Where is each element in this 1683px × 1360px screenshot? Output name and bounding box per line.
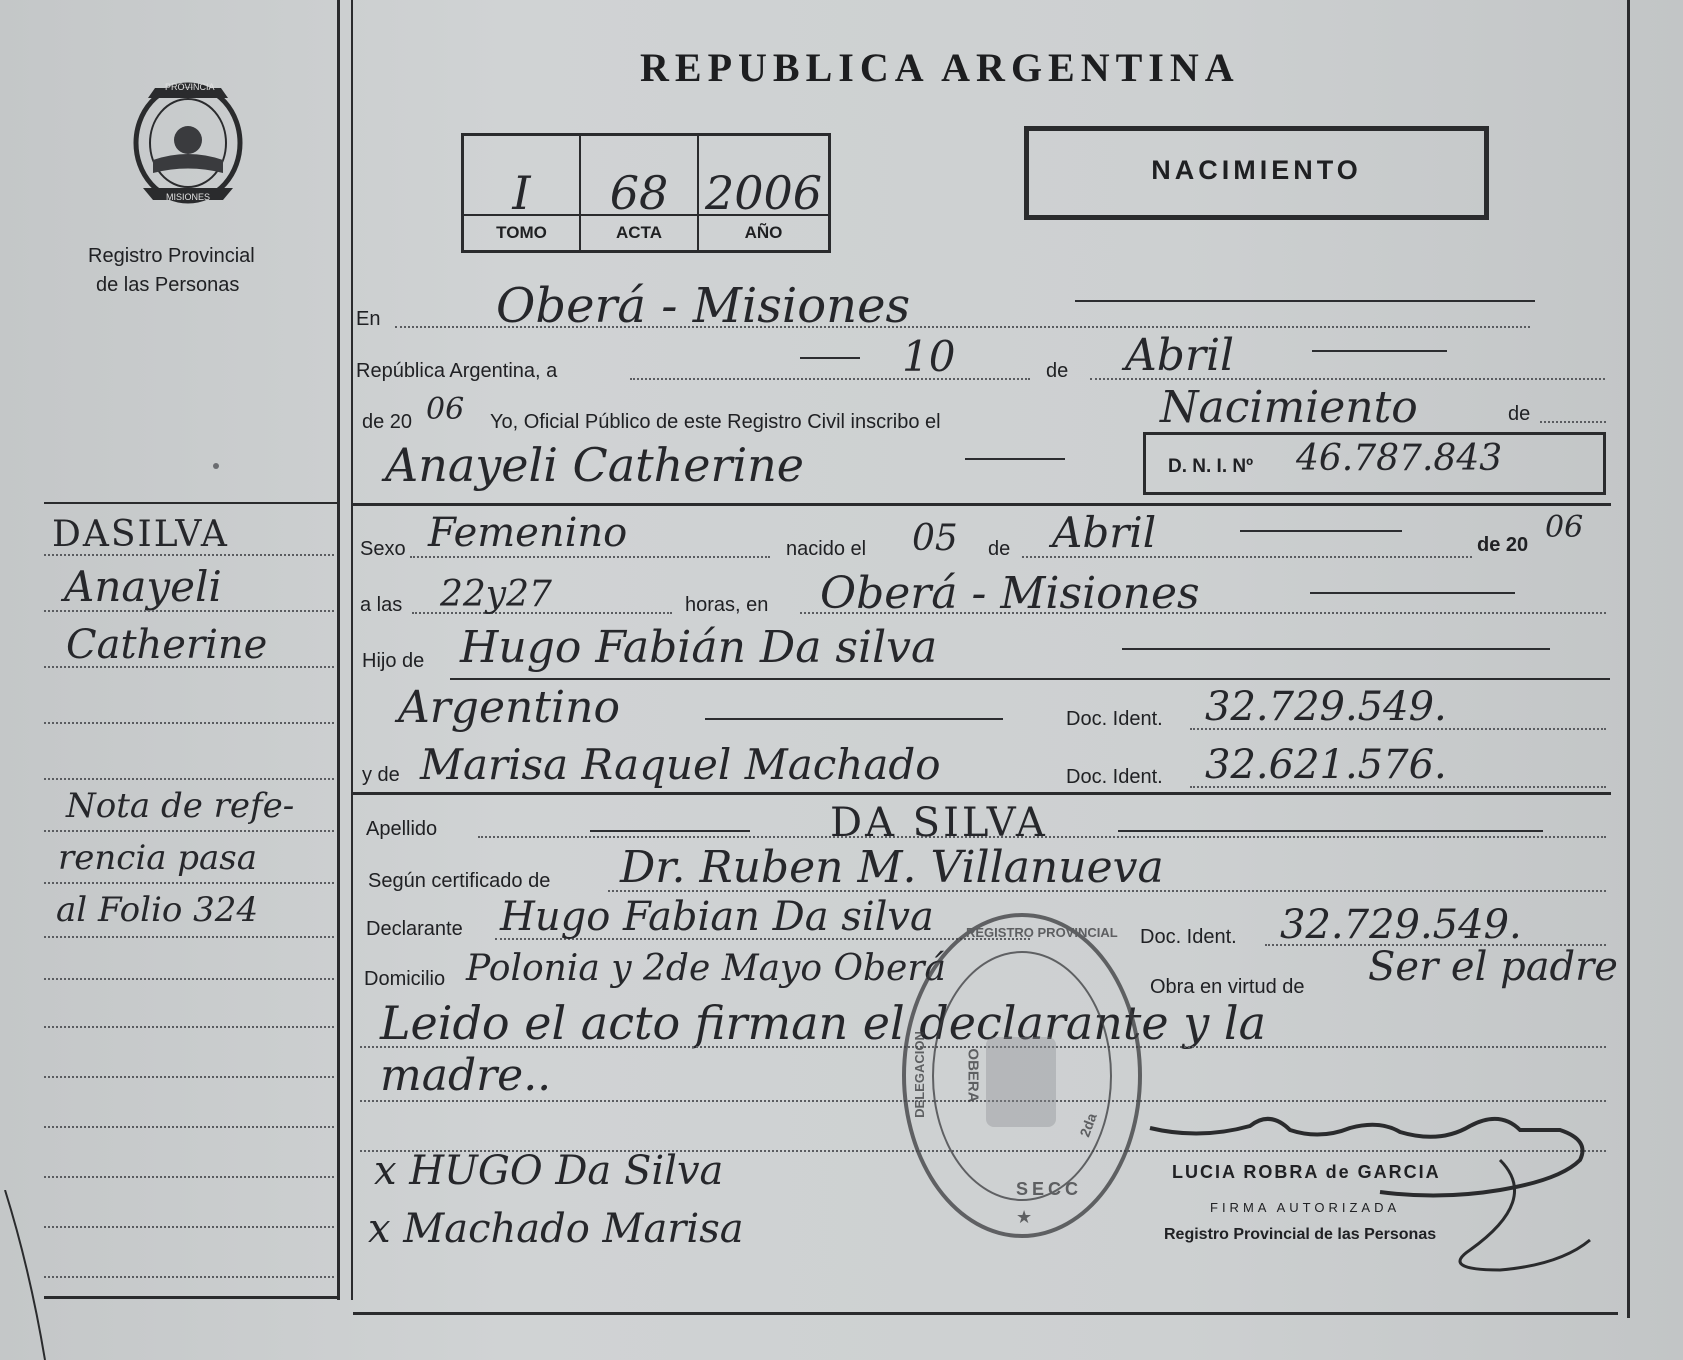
y-de-label: y de (362, 764, 400, 786)
dia-value: 10 (902, 332, 956, 381)
fecha-dotted-line (630, 378, 1030, 380)
acta-cell (581, 136, 699, 250)
apellido-dash-right (1118, 830, 1543, 832)
sexo-value: Femenino (428, 510, 628, 556)
margin-dotted-1 (44, 554, 334, 556)
acta-label: ACTA (581, 214, 697, 250)
padre-nac-dash (705, 718, 1003, 720)
form-inner-border (351, 0, 353, 1300)
sexo-dotted-line (410, 556, 770, 558)
margin-nota-1: Nota de refe- (66, 786, 295, 826)
padre-underline (450, 678, 1610, 680)
section-separator-1 (353, 503, 1611, 506)
emblem-top-text: PROVINCIA (165, 82, 215, 92)
anio-value: 06 (426, 392, 465, 427)
dni-label: D. N. I. Nº (1168, 456, 1254, 477)
apellido-value: DA SILVA (830, 800, 1048, 846)
margin-apellido: DASILVA (52, 514, 229, 555)
nombre-dash (965, 458, 1065, 460)
dni-box (1143, 432, 1606, 495)
nota-line2: madre.. (380, 1050, 552, 1101)
fecha-dash (800, 357, 860, 359)
padre-dash (1122, 648, 1550, 650)
en-value: Oberá - Misiones (496, 278, 911, 334)
anio-prefix: de 20 (362, 411, 413, 433)
acto-dotted-line (1540, 421, 1606, 423)
a-las-label: a las (360, 594, 403, 616)
firma-madre: x Machado Marisa (368, 1206, 744, 1252)
seal-center-2: SECC (1016, 1179, 1083, 1199)
lugar-dash (1310, 592, 1515, 594)
certificado-value: Dr. Ruben M. Villanueva (620, 842, 1164, 893)
obra-label: Obra en virtud de (1150, 976, 1305, 998)
declarante-label: Declarante (366, 918, 463, 940)
seal-left-text: DELEGACION (911, 1031, 927, 1118)
margin-dotted-15 (44, 1276, 334, 1278)
horas-en-label: horas, en (685, 594, 769, 616)
nac-mes-dash (1240, 530, 1402, 532)
margin-nombre-1: Anayeli (64, 562, 222, 611)
tomo-cell (464, 136, 581, 250)
form-bottom-line (353, 1312, 1618, 1315)
nota-line1: Leido el acto firman el declarante y la (380, 996, 1266, 1050)
decorative-dot (213, 463, 219, 469)
seal-center-1: OBERA (964, 1048, 982, 1103)
seal-center-3: 2da (1076, 1110, 1100, 1140)
madre-value: Marisa Raquel Machado (420, 740, 941, 789)
margin-nombre-2: Catherine (66, 622, 268, 668)
mes-dash (1312, 350, 1447, 352)
nombre-value: Anayeli Catherine (385, 438, 805, 492)
record-type-box: NACIMIENTO (1024, 126, 1489, 220)
right-border (1627, 0, 1630, 1318)
emblem-bottom-text: MISIONES (166, 192, 211, 202)
margin-bottom-line (44, 1296, 337, 1299)
ano-cell (699, 136, 828, 250)
margin-dotted-14 (44, 1226, 334, 1228)
oficial-text: Yo, Oficial Público de este Registro Civil inscribo el (490, 411, 941, 433)
country-title: REPUBLICA ARGENTINA (640, 45, 1240, 90)
margin-dotted-9 (44, 978, 334, 980)
dni-value: 46.787.843 (1296, 438, 1503, 479)
de-label: de (1046, 360, 1069, 382)
en-label: En (356, 308, 381, 330)
de2-label: de (1508, 403, 1531, 425)
apellido-dash-left (590, 830, 750, 832)
en-dash (1075, 300, 1535, 302)
oficial-nombre: LUCIA ROBRA de GARCIA (1172, 1162, 1441, 1182)
left-column-border (337, 0, 340, 1300)
margin-dotted-7 (44, 882, 334, 884)
margin-dotted-5 (44, 778, 334, 780)
nac-mes-value: Abril (1052, 508, 1157, 557)
margin-dotted-8 (44, 936, 334, 938)
nac-anio-value: 06 (1545, 510, 1584, 545)
margin-top-line (44, 502, 337, 504)
domicilio-label: Domicilio (364, 968, 446, 990)
tomo-label: TOMO (464, 214, 579, 250)
page-curl-edge (0, 1190, 60, 1360)
obra-value: Ser el padre (1368, 944, 1618, 990)
doc-label-3: Doc. Ident. (1140, 926, 1237, 948)
oficial-registro: Registro Provincial de las Personas (1164, 1226, 1437, 1243)
hijo-label: Hijo de (362, 650, 425, 672)
padre-doc-value: 32.729.549. (1205, 684, 1447, 730)
registry-name-line1: Registro Provincial (88, 245, 255, 267)
section-separator-2 (353, 792, 1611, 795)
provincial-emblem-icon (123, 78, 253, 208)
hora-value: 22y27 (440, 574, 552, 615)
acta-value: 68 (609, 166, 669, 220)
margin-dotted-6 (44, 830, 334, 832)
margin-nota-3: al Folio 324 (56, 890, 259, 930)
doc-label-2: Doc. Ident. (1066, 766, 1163, 788)
nac-anio-prefix: de 20 (1477, 534, 1529, 556)
margin-nota-2: rencia pasa (58, 838, 258, 878)
certificado-label: Según certificado de (368, 870, 551, 892)
fecha-label: República Argentina, a (356, 360, 558, 382)
margin-dotted-2 (44, 610, 334, 612)
ano-label: AÑO (699, 214, 828, 250)
nacido-label: nacido el (786, 538, 867, 560)
ano-value: 2006 (704, 166, 823, 220)
nac-dia-value: 05 (912, 518, 958, 559)
lugar-value: Oberá - Misiones (820, 568, 1200, 619)
registry-name-line2: de las Personas (96, 274, 240, 296)
padre-nac-value: Argentino (398, 682, 620, 733)
seal-crest-icon (986, 1037, 1056, 1127)
margin-dotted-11 (44, 1076, 334, 1078)
madre-doc-value: 32.621.576. (1205, 742, 1447, 788)
official-seal (902, 913, 1142, 1238)
registration-box (461, 133, 831, 253)
margin-dotted-3 (44, 666, 334, 668)
seal-star-icon: ★ (1016, 1207, 1033, 1227)
margin-dotted-4 (44, 722, 334, 724)
margin-dotted-12 (44, 1126, 334, 1128)
domicilio-value: Polonia y 2de Mayo Oberá (466, 948, 947, 989)
nac-de-label: de (988, 538, 1011, 560)
declarante-value: Hugo Fabian Da silva (500, 894, 934, 940)
apellido-label: Apellido (366, 818, 438, 840)
margin-dotted-13 (44, 1176, 334, 1178)
oficial-cargo: FIRMA AUTORIZADA (1210, 1200, 1401, 1215)
doc-label-1: Doc. Ident. (1066, 708, 1163, 730)
margin-dotted-10 (44, 1026, 334, 1028)
mes-value: Abril (1125, 330, 1235, 381)
tomo-value: I (512, 166, 531, 220)
declarante-doc-value: 32.729.549. (1280, 902, 1522, 948)
firma-declarante: x HUGO Da Silva (374, 1148, 724, 1194)
acto-value: Nacimiento (1160, 382, 1418, 433)
seal-top-text: REGISTRO PROVINCIAL (966, 925, 1118, 940)
sexo-label: Sexo (360, 538, 406, 560)
padre-value: Hugo Fabián Da silva (460, 622, 938, 673)
